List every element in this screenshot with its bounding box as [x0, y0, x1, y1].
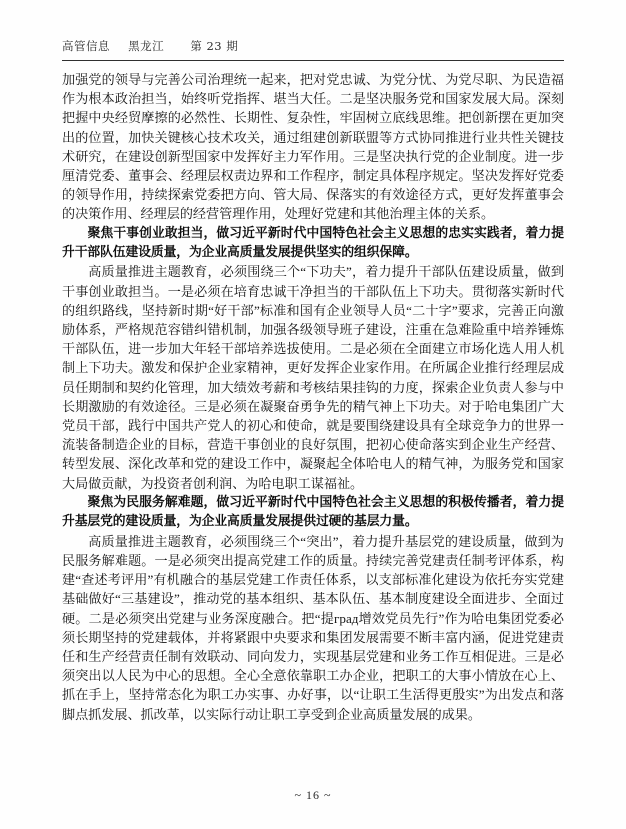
document-body — [62, 70, 564, 724]
page-header — [62, 38, 564, 58]
paragraph-3: 高质量推进主题教育，必须围绕三个“突出”，着力提升基层党的建设质量，做到为民服务解难题。一是必须突出提高党建工作的质量。持续完善党建责任制考评体系，构建“查述考评用”有机融合的基层党建工作责任体系，以支部标准化建设为依托夯实党建基础做好“三基建设”，推动党的基本组织、基本队伍、基本制度建设全面进步、全面过硬。二是必须突出党建与业务深度融合。把“提град增效党员先行”作为哈电集团党委必须长期坚持的党建载体，并将紧跟中央要求和集团发展需要不断丰富内涵，促进党建责任和生产经营责任制有效联动、同向发力，实现基层党建和业务工作互相促进。三是必须突出以人民为中心的思想。全心全意依靠职工办企业，把职工的大事小情放在心上、抓在手上，坚持常态化为职工办实事、办好事，以“让职工生活得更殷实”为出发点和落脚点抓发展、抓改革，以实际行动让职工享受到企业高质量发展的成果。 — [62, 533, 564, 722]
header-divider — [62, 60, 564, 61]
header-region: 黑龙江 — [128, 39, 165, 53]
paragraph-2: 高质量推进主题教育，必须围绕三个“下功夫”，着力提升干部队伍建设质量，做到干事创业敢担当。一是必须在培育忠诚干净担当的干部队伍上下功夫。贯彻落实新时代的组织路线，坚持新时期“好干部”标准和国有企业领导人员“二十字”要求，完善正向激励体系，严格规范容错纠错机制，加强各级领导班子建设，注重在急难险重中培养锤炼干部队伍，进一步加大年轻干部培养选拔使用。二是必须在全面建立市场化选人用人机制上下功夫。激发和保护企业家精神，更好发挥企业家作用。在所属企业推行经理层成员任期制和契约化管理，加大绩效考薪和考核结果挂钩的力度，探索企业负责人参与中长期激励的有效途径。三是必须在凝聚奋勇争先的精气神上下功夫。对于哈电集团广大党员干部，践行中国共产党人的初心和使命，就是要围绕建设具有全球竞争力的世界一流装备制造企业的目标，营造干事创业的良好氛围，把初心使命落实到企业生产经营、转型发展、深化改革和党的建设工作中，凝聚起全体哈电人的精气神，为服务党和国家大局做贡献，为投资者创利润、为哈电职工谋福祉。 — [62, 264, 564, 491]
page-number: ~ 16 ~ — [294, 788, 332, 802]
section-heading-1: 聚焦干事创业敢担当，做习近平新时代中国特色社会主义思想的忠实实践者，着力提升干部队伍建设质量，为企业高质量发展提供坚实的组织保障。 — [62, 225, 564, 261]
header-issue: 第 23 期 — [190, 39, 239, 53]
header-publication: 高管信息 — [62, 39, 110, 53]
paragraph-1: 加强党的领导与完善公司治理统一起来，把对党忠诚、为党分忧、为党尽职、为民造福作为根本政治担当，始终听党指挥、堪当大任。二是坚决服务党和国家发展大局。深刻把握中央经贸摩擦的必然性、长期性、复杂性，牢固树立底线思维。把创新摆在更加突出的位置，加快关键核心技术攻关，通过组建创新联盟等方式协同推进行业共性关键技术研究，在建设创新型国家中发挥好主力军作用。三是坚决执行党的企业制度。进一步厘清党委、董事会、经理层权责边界和工作程序，制定具体程序规定。坚决发挥好党委的领导作用，持续探索党委把方向、管大局、保落实的有效途径方式，更好发挥董事会的决策作用、经理层的经营管理作用，处理好党建和其他治理主体的关系。 — [62, 72, 564, 222]
section-heading-2: 聚焦为民服务解难题，做习近平新时代中国特色社会主义思想的积极传播者，着力提升基层党的建设质量，为企业高质量发展提供过硬的基层力量。 — [62, 494, 564, 530]
